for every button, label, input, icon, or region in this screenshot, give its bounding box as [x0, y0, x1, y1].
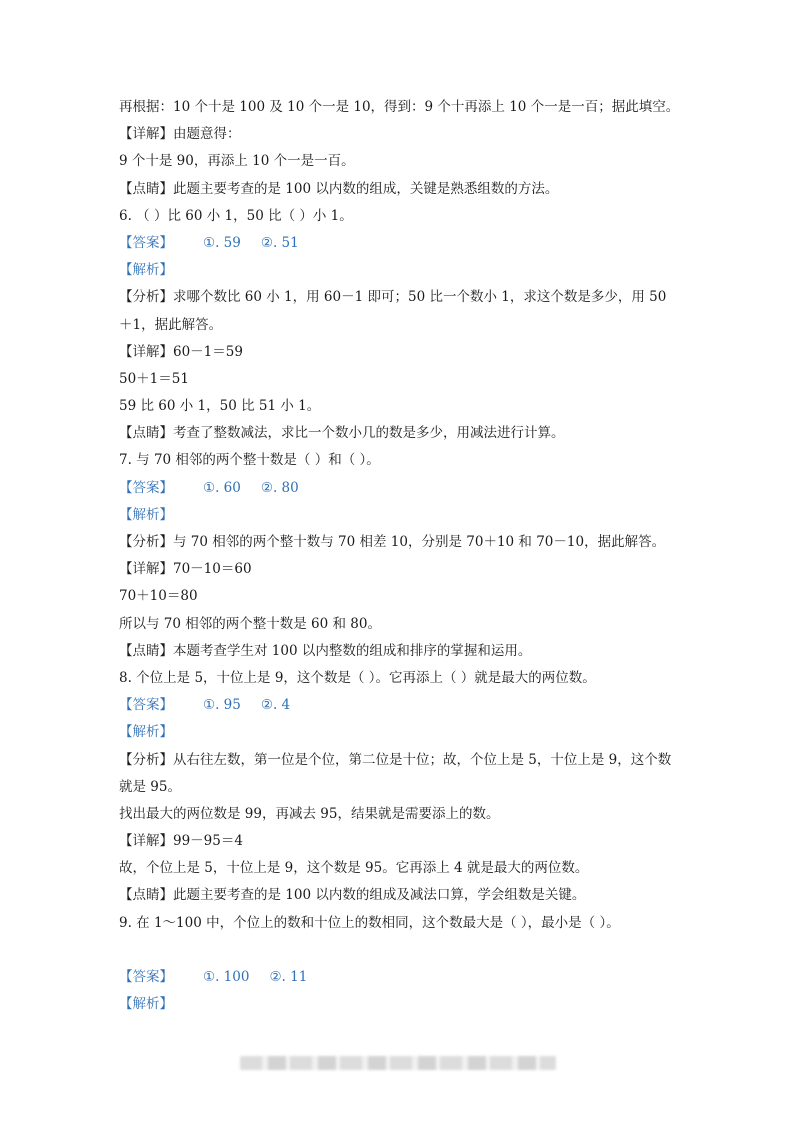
- detail-text: 99－95＝4: [173, 833, 243, 850]
- question-7-fenxi: [119, 529, 679, 556]
- fenxi-text: 从右往左数，第一位是个位，第二位是十位；故，个位上是 5，十位上是 9，这个数就是 95。: [119, 751, 672, 795]
- fenxi-tag: 【分析】: [119, 289, 173, 306]
- question-6-analysis-tag: 【解析】: [119, 262, 173, 279]
- question-6-detail: [119, 339, 679, 366]
- answer-choice-1: ①. 60: [203, 479, 241, 496]
- answer-tag: 【答案】: [119, 697, 173, 714]
- question-8-stem: 8. 个位上是 5，十位上是 9，这个数是（ ）。它再添上（ ）就是最大的两位数。: [119, 669, 596, 686]
- answer-choice-2: ②. 11: [269, 969, 308, 986]
- text-line: 再根据：10 个十是 100 及 10 个一是 10，得到：9 个十再添上 10 个一是一百；据此填空。: [119, 99, 680, 115]
- question-9-answer: [119, 964, 679, 991]
- document-content: [119, 94, 679, 1018]
- fenxi-text: 与 70 相邻的两个整十数与 70 相差 10，分别是 70＋10 和 70－10，据此解答。: [173, 534, 666, 551]
- question-7-stem: 7. 与 70 相邻的两个整十数是（ ）和（ ）。: [119, 452, 380, 469]
- blurred-footer-watermark: [240, 1056, 556, 1070]
- question-6-comment: [119, 420, 679, 447]
- comment-tag: 【点睛】: [119, 425, 173, 442]
- question-8-answer: [119, 692, 679, 719]
- question-8-fenxi: [119, 747, 679, 801]
- detail-tag: 【详解】: [119, 833, 173, 850]
- comment-text: 本题考查学生对 100 以内整数的组成和排序的掌握和运用。: [173, 642, 532, 659]
- question-6-detail-2: 50＋1＝51: [119, 370, 189, 387]
- detail-tag: 【详解】: [119, 343, 173, 360]
- question-6-stem: 6. （ ）比 60 小 1，50 比（ ）小 1。: [119, 207, 353, 224]
- answer-tag: 【答案】: [119, 234, 173, 251]
- question-7-analysis-tag: 【解析】: [119, 506, 173, 523]
- comment-text: 此题主要考查的是 100 以内数的组成，关键是熟悉组数的方法。: [173, 180, 559, 197]
- question-8-fenxi-2: 找出最大的两位数是 99，再减去 95，结果就是需要添上的数。: [119, 805, 500, 822]
- question-8-detail: [119, 828, 679, 855]
- answer-tag: 【答案】: [119, 969, 173, 986]
- answer-choice-1: ①. 100: [203, 969, 250, 986]
- question-9-analysis-tag: 【解析】: [119, 996, 173, 1013]
- detail-tag: 【详解】: [119, 126, 173, 143]
- comment-text: 考查了整数减法，求比一个数小几的数是多少，用减法进行计算。: [173, 425, 565, 442]
- answer-choice-2: ②. 4: [260, 697, 291, 714]
- detail-tag: 【详解】: [119, 561, 173, 578]
- question-7-detail: [119, 556, 679, 583]
- text-line: 9 个十是 90，再添上 10 个一是一百。: [119, 153, 355, 170]
- detail-line: [119, 121, 679, 148]
- comment-tag: 【点睛】: [119, 180, 173, 197]
- question-7-detail-2: 70＋10＝80: [119, 588, 198, 605]
- fenxi-tag: 【分析】: [119, 751, 173, 768]
- question-6-detail-3: 59 比 60 小 1，50 比 51 小 1。: [119, 398, 321, 415]
- detail-text: 由题意得：: [173, 126, 241, 143]
- answer-choice-1: ①. 59: [203, 234, 241, 251]
- answer-choice-1: ①. 95: [203, 697, 241, 714]
- question-6-answer: [119, 230, 679, 257]
- answer-choice-2: ②. 80: [260, 479, 299, 496]
- comment-text: 此题主要考查的是 100 以内数的组成及减法口算，学会组数是关键。: [173, 887, 586, 904]
- question-7-answer: [119, 475, 679, 502]
- comment-tag: 【点睛】: [119, 642, 173, 659]
- detail-text: 70－10＝60: [173, 561, 252, 578]
- comment-line: [119, 176, 679, 203]
- question-7-comment: [119, 638, 679, 665]
- answer-choice-2: ②. 51: [260, 234, 299, 251]
- comment-tag: 【点睛】: [119, 887, 173, 904]
- question-8-detail-2: 故，个位上是 5，十位上是 9，这个数是 95。它再添上 4 就是最大的两位数。: [119, 860, 589, 877]
- question-7-detail-3: 所以与 70 相邻的两个整十数是 60 和 80。: [119, 615, 381, 632]
- question-6-fenxi: [119, 284, 679, 338]
- fenxi-text: 求哪个数比 60 小 1，用 60－1 即可；50 比一个数小 1，求这个数是多少，用 50＋1，据此解答。: [119, 289, 667, 333]
- question-9-stem: 9. 在 1～100 中，个位上的数和十位上的数相同，这个数最大是（ ），最小是（ ）。: [119, 914, 620, 931]
- answer-tag: 【答案】: [119, 479, 173, 496]
- detail-text: 60－1＝59: [173, 343, 243, 360]
- question-8-analysis-tag: 【解析】: [119, 724, 173, 741]
- fenxi-tag: 【分析】: [119, 534, 173, 551]
- question-8-comment: [119, 882, 679, 909]
